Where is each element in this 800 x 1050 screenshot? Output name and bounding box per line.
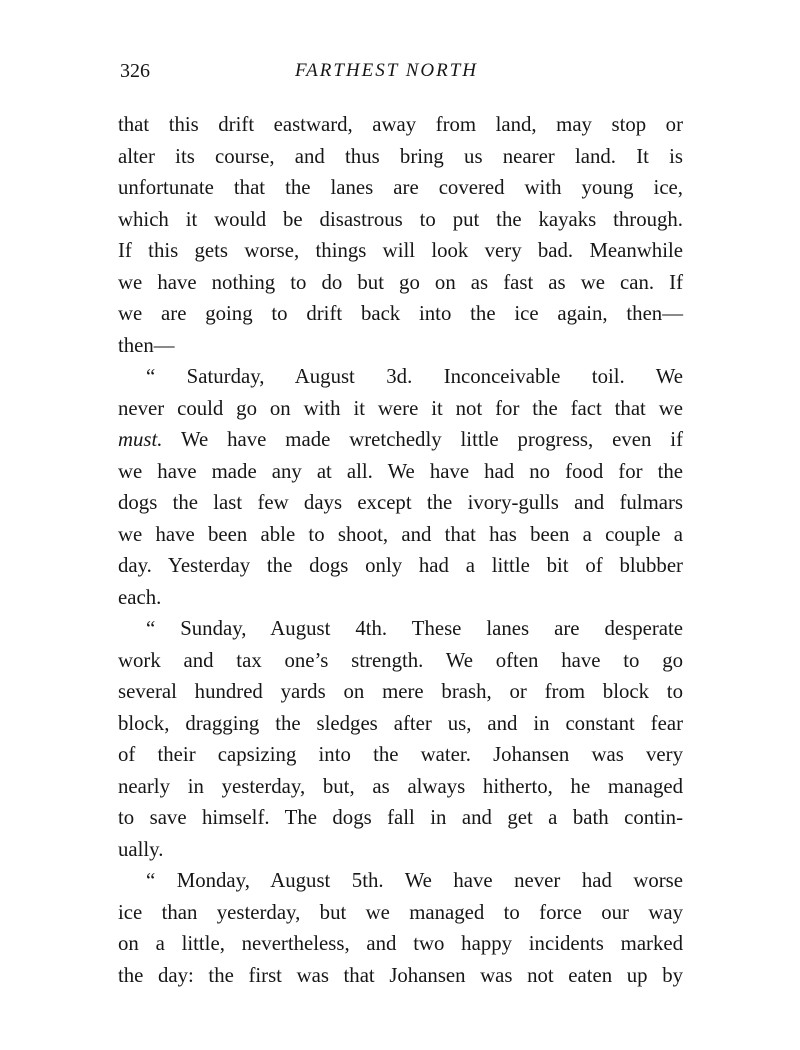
text-line: we have nothing to do but go on as fast as we can. If: [118, 270, 683, 294]
running-head: FARTHEST NORTH: [295, 60, 479, 81]
italic-word: must.: [118, 428, 163, 451]
text-line: we are going to drift back into the ice again, then—: [118, 302, 683, 325]
page-number: 326: [120, 60, 150, 82]
text-line: the day: the first was that Johansen was not eaten up by: [118, 963, 683, 987]
body-text: [118, 109, 683, 991]
text-line: we have been able to shoot, and that has been a couple a: [118, 522, 683, 546]
text-line: we have made any at all. We have had no food for the: [118, 459, 683, 483]
text-segment: We have made wretchedly little progress, even if: [162, 428, 683, 451]
text-line: “ Saturday, August 3d. Inconceivable toil. We: [146, 365, 683, 388]
text-line: “ Monday, August 5th. We have never had worse: [146, 869, 683, 892]
text-line: of their capsizing into the water. Johansen was very: [118, 743, 683, 766]
text-line: which it would be disastrous to put the kayaks through.: [118, 207, 683, 231]
text-line: day. Yesterday the dogs only had a little bit of blubber: [118, 554, 683, 577]
text-line: alter its course, and thus bring us nearer land. It is: [118, 144, 683, 168]
text-line: never could go on with it were it not for the fact that we: [118, 396, 683, 420]
text-line: on a little, nevertheless, and two happy incidents marked: [118, 932, 683, 955]
text-line: ually.: [118, 837, 164, 861]
text-line: block, dragging the sledges after us, and in constant fear: [118, 711, 683, 735]
text-line: then—: [118, 333, 175, 357]
text-line: “ Sunday, August 4th. These lanes are desperate: [146, 617, 683, 640]
text-line: work and tax one’s strength. We often have to go: [118, 648, 683, 672]
text-line: ice than yesterday, but we managed to force our way: [118, 900, 683, 924]
page-header: [120, 60, 680, 86]
text-line: that this drift eastward, away from land, may stop or: [118, 113, 683, 136]
text-line: unfortunate that the lanes are covered with young ice,: [118, 176, 683, 199]
text-line: nearly in yesterday, but, as always hitherto, he managed: [118, 774, 683, 798]
text-line: dogs the last few days except the ivory-gulls and fulmars: [118, 491, 683, 514]
text-line: several hundred yards on mere brash, or from block to: [118, 680, 683, 703]
text-line: If this gets worse, things will look very bad. Meanwhile: [118, 239, 683, 262]
text-line-with-italic: [118, 424, 683, 456]
text-line: to save himself. The dogs fall in and get a bath contin-: [118, 806, 683, 829]
text-line: each.: [118, 585, 162, 609]
